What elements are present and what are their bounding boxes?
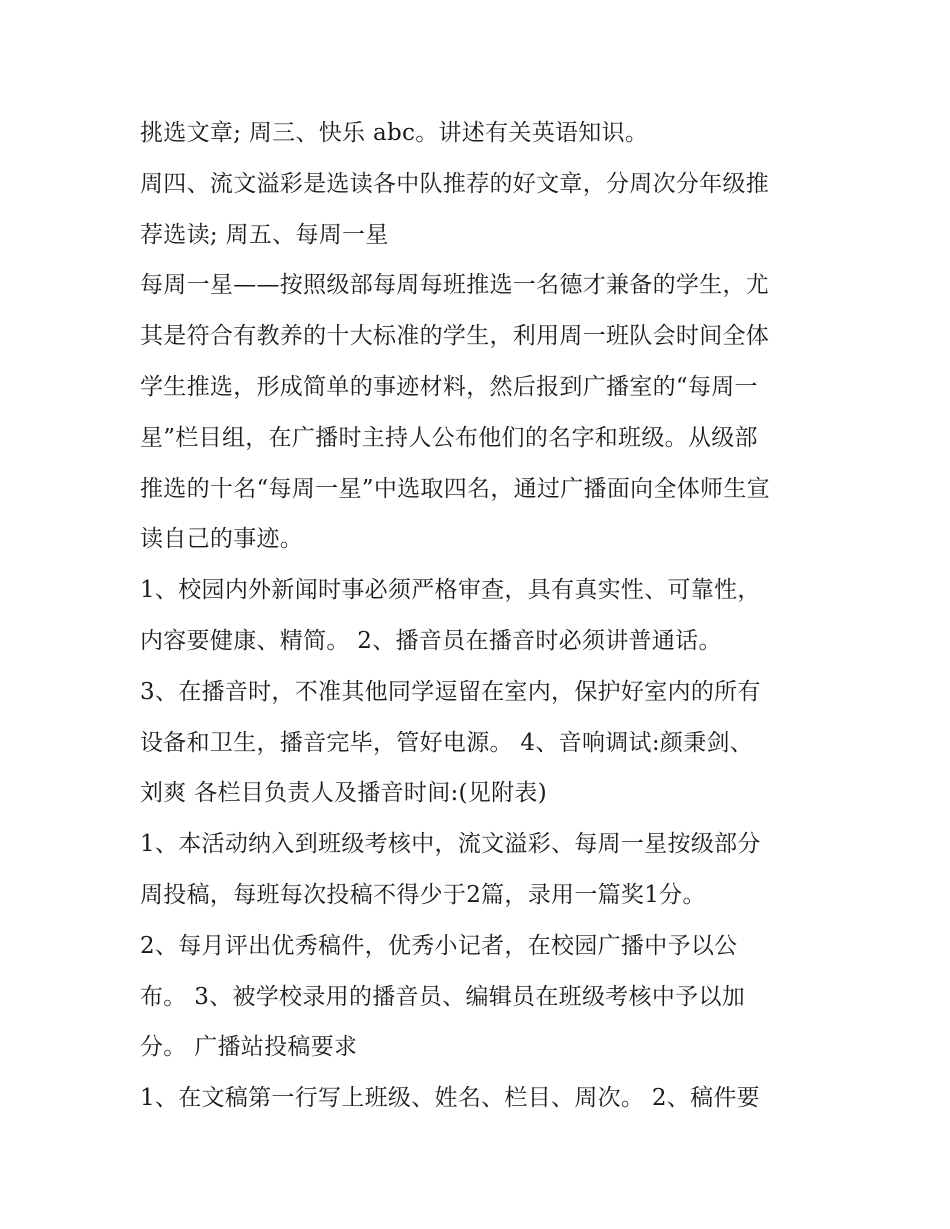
text-line: 1、本活动纳入到班级考核中，流文溢彩、每周一星按级部分	[140, 831, 761, 858]
text-line: 其是符合有教养的十大标准的学生，利用周一班队会时间全体	[140, 323, 770, 350]
text-line: 每周一星——按照级部每周每班推选一名德才兼备的学生，尤	[140, 272, 770, 299]
text-line: 刘爽 各栏目负责人及播音时间:(见附表)	[140, 780, 548, 807]
text-line: 推选的十名“每周一星”中选取四名，通过广播面向全体师生宣	[140, 475, 770, 502]
text-line: 分。 广播站投稿要求	[140, 1034, 358, 1061]
text-line: 读自己的事迹。	[140, 526, 304, 553]
text-line: 星”栏目组，在广播时主持人公布他们的名字和班级。从级部	[140, 424, 758, 451]
text-line: 设备和卫生，播音完毕，管好电源。 4、音响调试:颜秉剑、	[140, 729, 754, 756]
text-line: 3、在播音时，不准其他同学逗留在室内，保护好室内的所有	[140, 678, 761, 705]
text-line: 2、每月评出优秀稿件，优秀小记者，在校园广播中予以公	[140, 932, 738, 959]
text-line: 周投稿，每班每次投稿不得少于2篇，录用一篇奖1分。	[140, 881, 706, 908]
text-line: 学生推选，形成简单的事迹材料，然后报到广播室的“每周一	[140, 373, 758, 400]
text-line: 内容要健康、精简。 2、播音员在播音时必须讲普通话。	[140, 627, 722, 654]
text-line: 周四、流文溢彩是选读各中队推荐的好文章，分周次分年级推	[140, 170, 770, 197]
text-line: 1、校园内外新闻时事必须严格审查，具有真实性、可靠性，	[140, 577, 761, 604]
text-line: 挑选文章; 周三、快乐 abc。讲述有关英语知识。	[140, 120, 649, 146]
text-line: 布。 3、被学校录用的播音员、编辑员在班级考核中予以加	[140, 983, 746, 1010]
body-text	[140, 108, 830, 1124]
text-line: 1、在文稿第一行写上班级、姓名、栏目、周次。 2、稿件要	[140, 1085, 760, 1112]
text-line: 荐选读; 周五、每周一星	[140, 221, 389, 248]
